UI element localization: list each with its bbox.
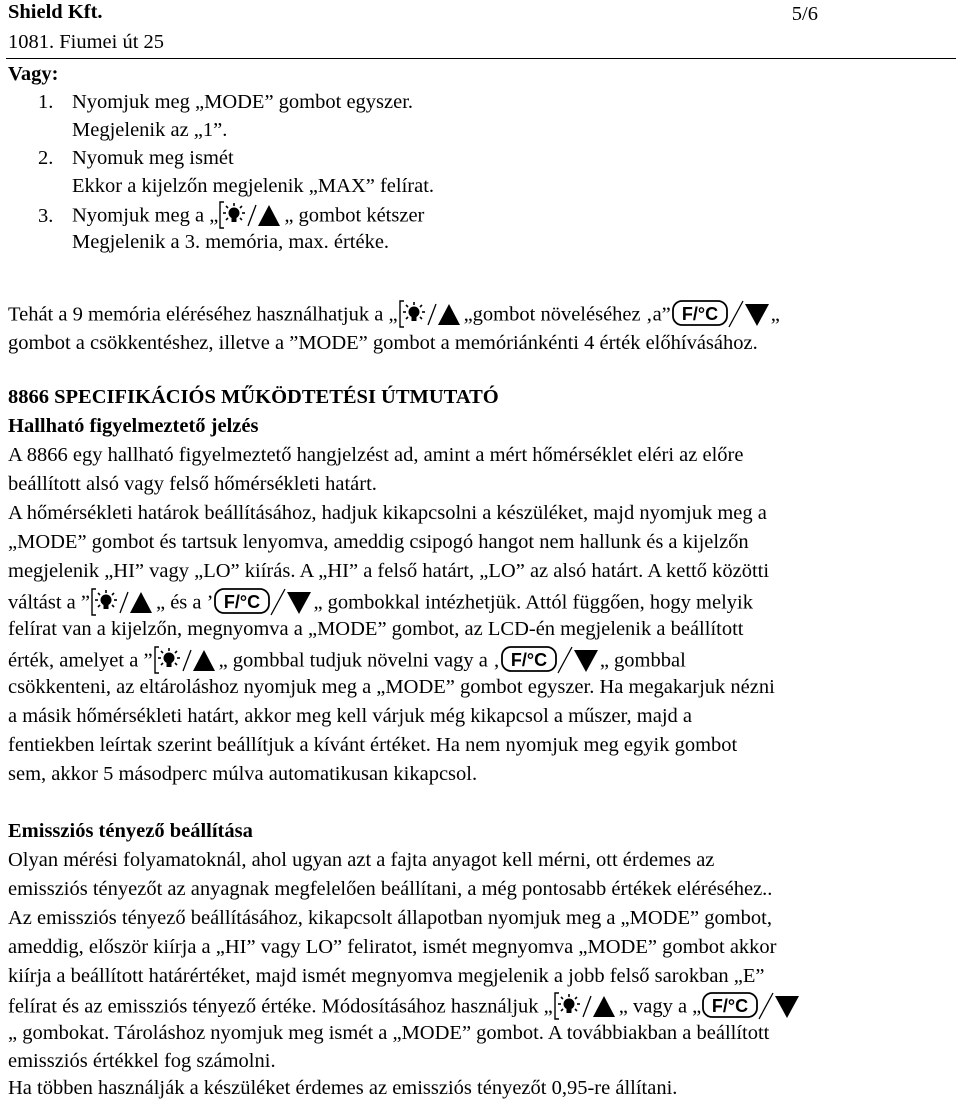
step-text: Nyomuk meg ismét: [72, 147, 234, 169]
paragraph-line: A 8866 egy hallható figyelmeztető hangjelzést ad, amint a mért hőmérséklet eléri az előre: [8, 444, 744, 466]
paragraph-line: [8, 992, 801, 1024]
svg-text:F/°C: F/°C: [681, 304, 718, 324]
step-2-detail: Ekkor a kijelzőn megjelenik „MAX” felírat.: [72, 175, 435, 197]
text: „ és a ’: [155, 591, 214, 614]
section-title: Emissziós tényező beállítása: [8, 820, 253, 842]
light-up-arrow-icon: [153, 645, 219, 675]
text: „ gombokkal intézhetjük. Attól függően, hogy melyik: [313, 591, 753, 614]
text: „ gombbal tudjuk növelni vagy a ‚: [218, 649, 500, 672]
paragraph-line: „ gombokat. Tároláshoz nyomjuk meg ismét a „MODE” gombot. A továbbiakban a beállított: [8, 1022, 770, 1044]
step-1: [8, 90, 413, 114]
step-3-detail: Megjelenik a 3. memória, max. értéke.: [72, 231, 390, 253]
step-text: „ gombot kétszer: [284, 204, 425, 227]
step-3: [8, 202, 424, 232]
step-1-detail: Megjelenik az „1”.: [72, 119, 228, 141]
text: „ vagy a „: [618, 995, 702, 1018]
text: „ gombbal: [599, 649, 686, 672]
fahrenheit-celsius-down-arrow-icon: [500, 644, 600, 676]
text: váltást a ”: [8, 591, 90, 614]
paragraph-line: a másik hőmérsékleti határt, akkor meg kell várjuk még kikapcsol a műszer, majd a: [8, 705, 692, 727]
step-text: Nyomjuk meg a „: [72, 204, 219, 227]
paragraph-line: felírat van a kijelzőn, megnyomva a „MODE” gombot, az LCD-én megjelenik a beállított: [8, 618, 744, 640]
text: érték, amelyet a ”: [8, 649, 153, 672]
paragraph-line: csökkenteni, az eltároláshoz nyomjuk meg a „MODE” gombot egyszer. Ha megakarjuk nézni: [8, 676, 775, 698]
page-number: 5/6: [791, 3, 818, 25]
light-up-arrow-icon: [90, 587, 156, 617]
step-2: [8, 146, 234, 170]
paragraph-line: Az emissziós tényező beállításához, kikapcsolt állapotban nyomjuk meg a „MODE” gombot,: [8, 907, 772, 929]
company-name: Shield Kft.: [8, 1, 103, 23]
fahrenheit-celsius-down-arrow-icon: [671, 298, 771, 330]
fahrenheit-celsius-down-arrow-icon: [213, 586, 313, 618]
light-up-arrow-icon: [398, 299, 464, 329]
paragraph-line: emissziós tényezőt az anyagnak megfelelően beállítani, a még pontosabb értékek eléréséhez..: [8, 878, 773, 900]
text: felírat és az emissziós tényező értéke. Módosításához használjuk „: [8, 995, 553, 1018]
paragraph-line: Olyan mérési folyamatoknál, ahol ugyan azt a fajta anyagot kell mérni, ott érdemes az: [8, 849, 715, 871]
svg-text:F/°C: F/°C: [712, 996, 749, 1016]
summary-line-1: [8, 300, 780, 332]
paragraph-line: [8, 588, 753, 620]
light-up-arrow-icon: [218, 200, 284, 230]
step-number: 3.: [38, 204, 54, 227]
step-number: 2.: [38, 147, 54, 169]
fahrenheit-celsius-down-arrow-icon: [701, 990, 801, 1022]
paragraph-line: emissziós értékkel fog számolni.: [8, 1050, 276, 1072]
step-text: Nyomjuk meg „MODE” gombot egyszer.: [72, 91, 414, 113]
paragraph-line: sem, akkor 5 másodperc múlva automatikusan kikapcsol.: [8, 763, 478, 785]
text: „: [770, 303, 780, 326]
svg-text:F/°C: F/°C: [510, 650, 547, 670]
paragraph-line: fentiekben leírtak szerint beállítjuk a kívánt értéket. Ha nem nyomjuk meg egyik gombot: [8, 734, 738, 756]
light-up-arrow-icon: [553, 991, 619, 1021]
paragraph-line: A hőmérsékleti határok beállításához, hadjuk kikapcsolni a készüléket, majd nyomjuk meg a: [8, 502, 767, 524]
header-divider: [6, 58, 956, 59]
svg-text:F/°C: F/°C: [224, 592, 261, 612]
section-subtitle: Hallható figyelmeztető jelzés: [8, 415, 259, 437]
summary-line-2: gombot a csökkentéshez, illetve a ”MODE” gombot a memóriánkénti 4 érték előhívásához.: [8, 332, 758, 354]
paragraph-line: „MODE” gombot és tartsuk lenyomva, ameddig csipogó hangot nem hallunk és a kijelzőn: [8, 531, 749, 553]
intro-heading: Vagy:: [8, 63, 59, 85]
section-title: 8866 SPECIFIKÁCIÓS MŰKÖDTETÉSI ÚTMUTATÓ: [8, 386, 499, 408]
step-number: 1.: [38, 91, 54, 113]
paragraph-line: kiírja a beállított határértéket, majd ismét megnyomva megjelenik a jobb felső sarokban „E”: [8, 965, 765, 987]
text: Tehát a 9 memória eléréséhez használhatjuk a „: [8, 303, 398, 326]
paragraph-line: [8, 646, 686, 678]
company-address: 1081. Fiumei út 25: [8, 31, 165, 53]
paragraph-line: beállított alsó vagy felső hőmérsékleti határt.: [8, 473, 377, 495]
paragraph-line: ameddig, először kiírja a „HI” vagy LO” feliratot, ismét megnyomva „MODE” gombot akkor: [8, 936, 777, 958]
paragraph-line: Ha többen használják a készüléket érdemes az emissziós tényezőt 0,95-re állítani.: [8, 1077, 678, 1099]
paragraph-line: megjelenik „HI” vagy „LO” kiírás. A „HI” a felső határt, „LO” az alsó határt. A kettő közötti: [8, 560, 770, 582]
text: „gombot növeléséhez ‚a”: [463, 303, 671, 326]
